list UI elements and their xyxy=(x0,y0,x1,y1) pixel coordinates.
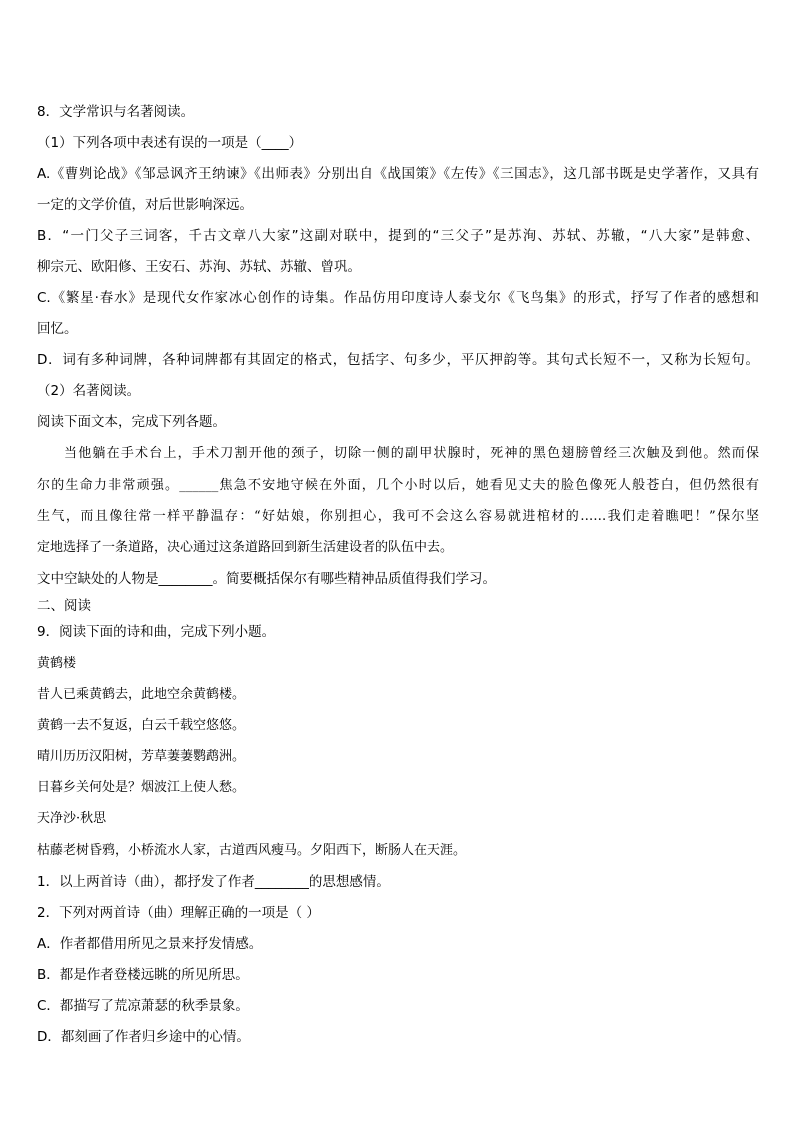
q8-sub2: （2）名著阅读。 xyxy=(37,383,141,399)
passage-line-2: 尔的生命力非常顽强。______焦急不安地守候在外面，几个小时以后，她看见丈夫的脸色像死人般苍白，但仍然很有 xyxy=(37,478,759,493)
q9-option-d: D．都刻画了作者归乡途中的心情。 xyxy=(37,1029,250,1045)
poem1-line: 日暮乡关何处是？烟波江上使人愁。 xyxy=(37,780,246,795)
q8-option-b-line2: 柳宗元、欧阳修、王安石、苏洵、苏轼、苏辙、曾巩。 xyxy=(37,259,361,275)
passage-line-3: 生气，而且像往常一样平静温存：“好姑娘，你别担心，我可不会这么容易就进棺材的……我们走着瞧吧！”保尔坚 xyxy=(37,509,759,524)
q8-option-c-line1: C.《繁星·春水》是现代女作家冰心创作的诗集。作品仿用印度诗人泰戈尔《飞鸟集》的形式，抒写了作者的感想和 xyxy=(37,290,759,306)
q8-option-d: D．词有多种词牌，各种词牌都有其固定的格式，包括字、句多少，平仄押韵等。其句式长短不一，又称为长短句。 xyxy=(37,352,759,368)
q8-question: 文中空缺处的人物是________。简要概括保尔有哪些精神品质值得我们学习。 xyxy=(37,571,496,587)
q8-option-b-line1: B．“一门父子三词客，千古文章八大家”这副对联中，提到的“三父子”是苏洵、苏轼、苏辙，“八大家”是韩愈、 xyxy=(37,228,759,244)
poem1-line: 晴川历历汉阳树，芳草萋萋鹦鹉洲。 xyxy=(37,749,246,764)
section-title: 二、阅读 xyxy=(37,598,91,614)
poem1-line: 昔人已乘黄鹤去，此地空余黄鹤楼。 xyxy=(37,687,246,702)
poem2-title: 天净沙·秋思 xyxy=(37,811,107,826)
poem1-title: 黄鹤楼 xyxy=(37,656,77,671)
q8-sub1: （1）下列各项中表述有误的一项是（____） xyxy=(37,135,303,151)
q9-title: 9．阅读下面的诗和曲，完成下列小题。 xyxy=(37,624,276,640)
passage-line-1: 当他躺在手术台上，手术刀割开他的颈子，切除一侧的副甲状腺时，死神的黑色翅膀曾经三次触及到他。然而保 xyxy=(64,446,759,461)
q8-title: 8．文学常识与名著阅读。 xyxy=(37,104,195,120)
poem1-line: 黄鹤一去不复返，白云千载空悠悠。 xyxy=(37,718,246,733)
q9-sub1: 1．以上两首诗（曲），都抒发了作者________的思想感情。 xyxy=(37,874,390,890)
q9-option-b: B．都是作者登楼远眺的所见所思。 xyxy=(37,967,249,983)
q8-option-a-line2: 一定的文学价值，对后世影响深远。 xyxy=(37,197,253,213)
q8-intro: 阅读下面文本，完成下列各题。 xyxy=(37,414,226,430)
q9-option-c: C．都描写了荒凉萧瑟的秋季景象。 xyxy=(37,998,249,1014)
q8-option-c-line2: 回忆。 xyxy=(37,321,78,337)
q9-sub2: 2．下列对两首诗（曲）理解正确的一项是（ ） xyxy=(37,905,320,921)
poem2-line: 枯藤老树昏鸦，小桥流水人家，古道西风瘦马。夕阳西下，断肠人在天涯。 xyxy=(37,843,467,858)
q9-option-a: A．作者都借用所见之景来抒发情感。 xyxy=(37,936,263,952)
passage-line-4: 定地选择了一条道路，决心通过这条道路回到新生活建设者的队伍中去。 xyxy=(37,540,454,555)
q8-option-a-line1: A.《曹刿论战》《邹忌讽齐王纳谏》《出师表》分别出自《战国策》《左传》《三国志》，这几部书既是史学著作，又具有 xyxy=(37,166,759,182)
